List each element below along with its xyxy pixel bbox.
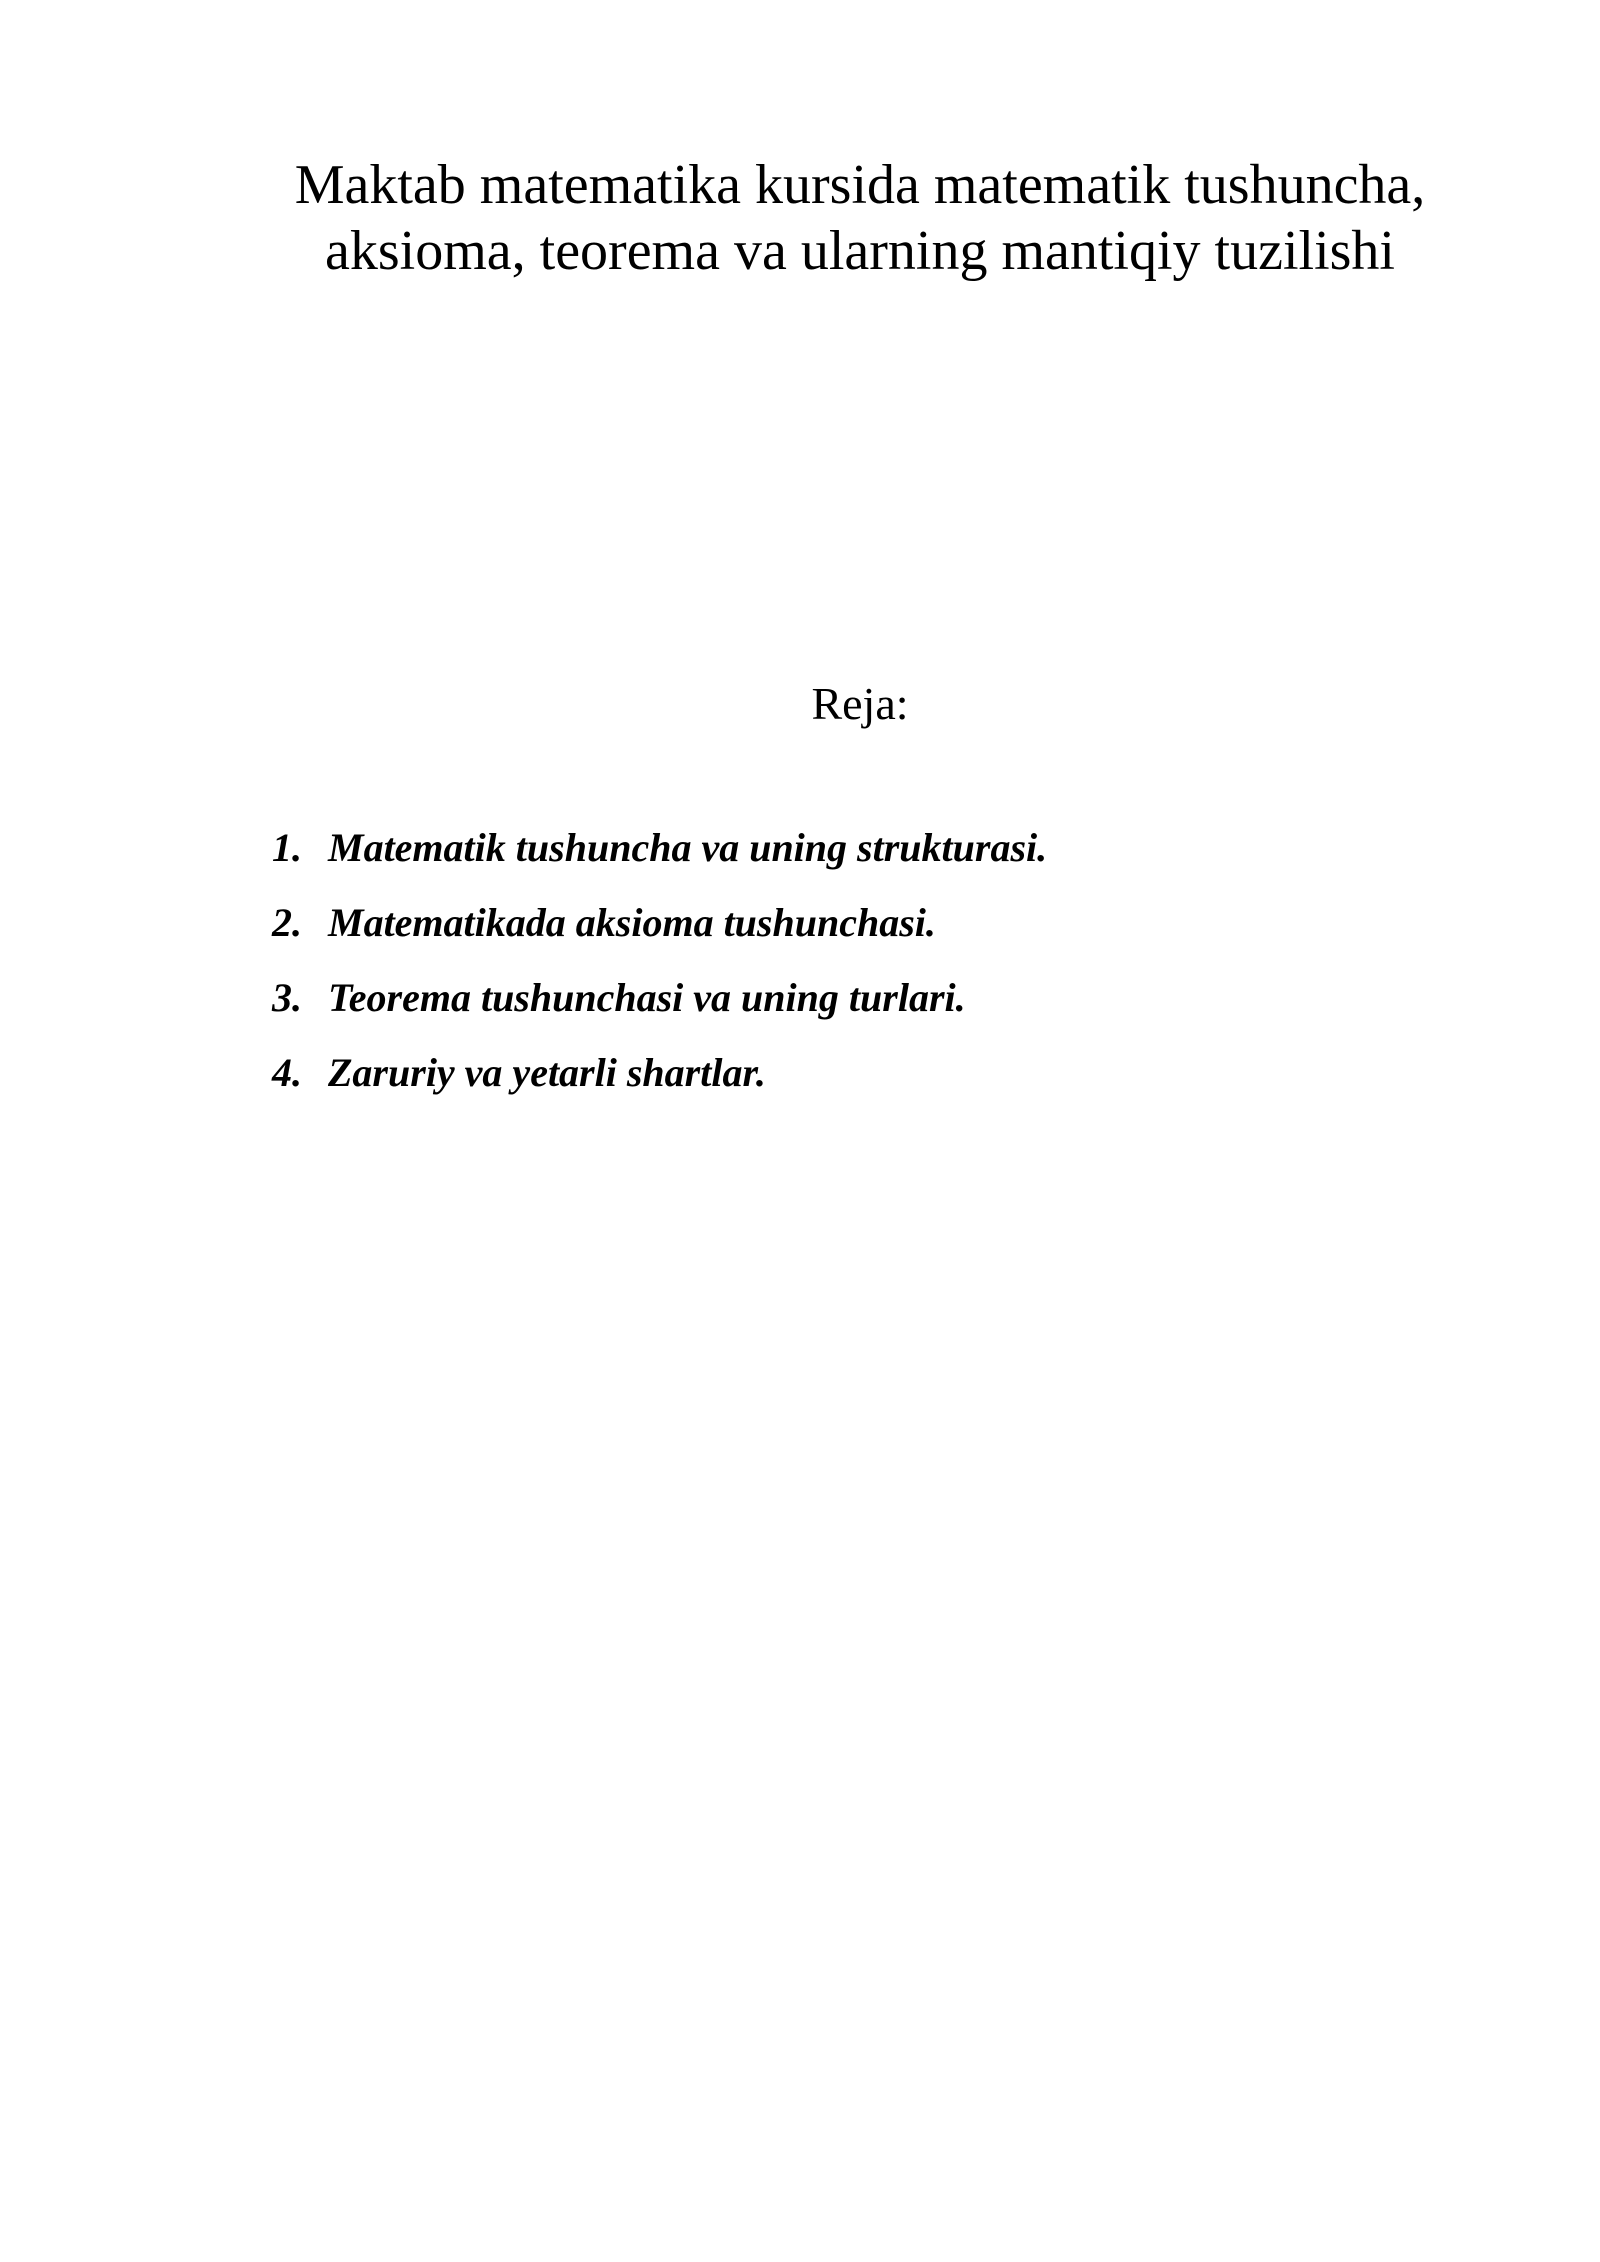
document-title-line-1: Maktab matematika kursida matematik tushuncha, [294, 154, 1426, 216]
plan-item [272, 972, 1047, 1047]
plan-item-text: Teorema tushunchasi va uning turlari. [328, 975, 966, 1020]
plan-item-number: 4. [272, 1050, 302, 1095]
plan-item-text: Matematik tushuncha va uning strukturasi. [328, 825, 1048, 870]
plan-item [272, 1047, 1047, 1122]
plan-item-text: Zaruriy va yetarli shartlar. [328, 1050, 766, 1095]
plan-item-number: 3. [272, 975, 302, 1020]
plan-item [272, 897, 1047, 972]
plan-heading: Reja: [811, 678, 909, 729]
document-title-line-2: aksioma, teorema va ularning mantiqiy tuzilishi [325, 220, 1395, 282]
plan-item-number: 1. [272, 825, 302, 870]
plan-item-number: 2. [272, 900, 302, 945]
plan-item [272, 822, 1047, 897]
plan-list [272, 822, 1047, 1122]
plan-item-text: Matematikada aksioma tushunchasi. [328, 900, 936, 945]
document-title [240, 152, 1480, 284]
